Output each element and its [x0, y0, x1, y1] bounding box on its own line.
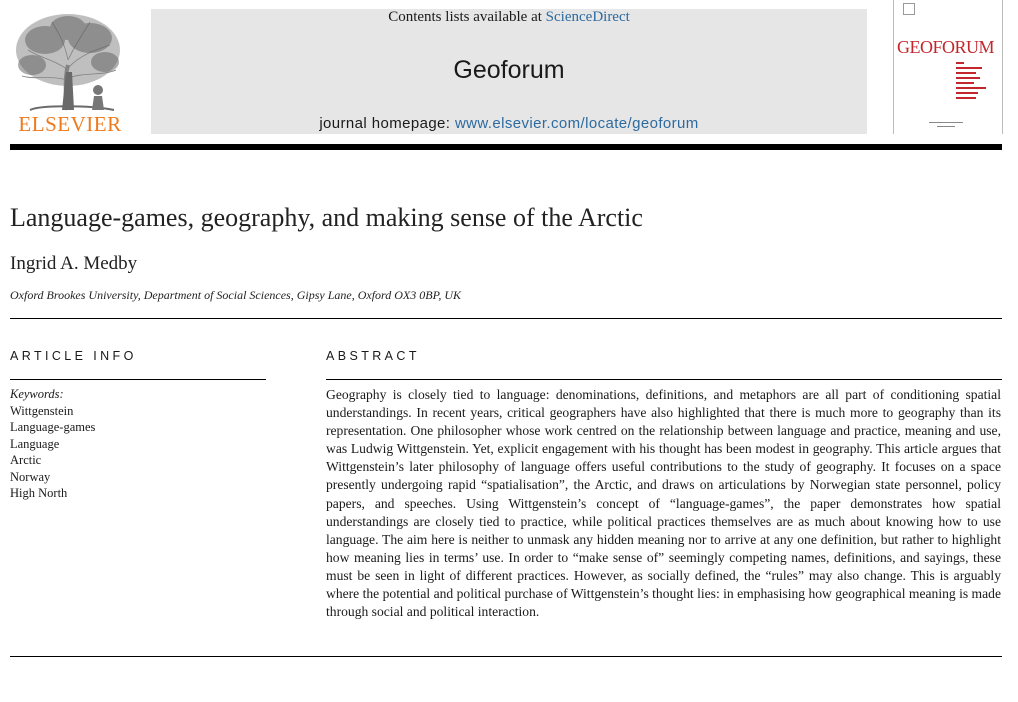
cover-text-lines-icon: [956, 62, 996, 106]
keywords-label: Keywords:: [10, 387, 64, 401]
bottom-divider: [10, 656, 1002, 657]
publisher-wordmark: ELSEVIER: [18, 112, 122, 136]
cover-editors-list: [956, 62, 996, 108]
keyword-item: Arctic: [10, 453, 42, 468]
abstract-divider: [326, 379, 1002, 380]
header-divider: [10, 144, 1002, 150]
abstract-text: Geography is closely tied to language: denominations, definitions, and metaphors are all part of conditioning spatial understandings. In recent years, critical geographers have also highlighted that there is much more to geography than its representation. One philosopher whose work centred on the relationship between language and practice, meaning and use, was Ludwig Wittgenstein. Yet, explicit engagement with his thought has been modest in geography. This article argues that Wittgenstein’s later philosophy of language offers useful contributions to the study of geography. It focuses on a space presently undergoing rapid “spatialisation”, the Arctic, and draws on articulations by Norwegian state personnel, policy papers, and speeches. Using Wittgenstein’s concept of “language-games”, the paper demonstrates how spatial understandings are closely tied to practice, while political practices themselves are as much about knowing how to use language. The aim here is neither to unmask any hidden meaning nor to arrive at any one definition, but rather to highlight how meaning lies in terms’ use. In order to “make sense of” seemingly competing names, definitions, and sayings, these must be seen in light of different practices. However, as socially defined, the “rules” may also change. This is arguably where the potential and political purchase of Wittgenstein’s thought lies: in emphasising how geographical meaning is made through social and political interaction.: [326, 387, 1001, 620]
article-title: Language-games, geography, and making sense of the Arctic: [10, 203, 643, 232]
keyword-item: High North: [10, 486, 68, 501]
section-divider: [10, 318, 1002, 319]
author-affiliation: Oxford Brookes University, Department of Social Sciences, Gipsy Lane, Oxford OX3 0BP, UK: [10, 288, 462, 302]
cover-title: GEOFORUM: [897, 37, 995, 57]
article-info-heading: ARTICLE INFO: [10, 349, 137, 363]
journal-homepage-line: [151, 115, 867, 132]
sciencedirect-link[interactable]: ScienceDirect: [545, 9, 630, 25]
homepage-prefix: journal homepage:: [319, 115, 455, 132]
contents-availability-line: [151, 9, 867, 26]
cover-footer-lines-icon: [929, 122, 969, 130]
keyword-item: Norway: [10, 469, 51, 484]
journal-name: Geoforum: [453, 56, 565, 84]
author-name[interactable]: Ingrid A. Medby: [10, 253, 138, 274]
contents-prefix: Contents lists available at: [388, 9, 546, 25]
cover-publisher-icon: [903, 3, 915, 15]
journal-banner: [151, 9, 867, 134]
keyword-list: [10, 403, 95, 501]
journal-homepage-link[interactable]: www.elsevier.com/locate/geoforum: [454, 115, 699, 132]
keyword-item: Language: [10, 436, 60, 451]
abstract-heading: ABSTRACT: [326, 349, 420, 363]
article-info-divider: [10, 379, 266, 380]
keyword-item: Wittgenstein: [10, 404, 74, 418]
keyword-item: Language-games: [10, 420, 96, 435]
journal-cover-thumbnail: [893, 0, 1003, 134]
